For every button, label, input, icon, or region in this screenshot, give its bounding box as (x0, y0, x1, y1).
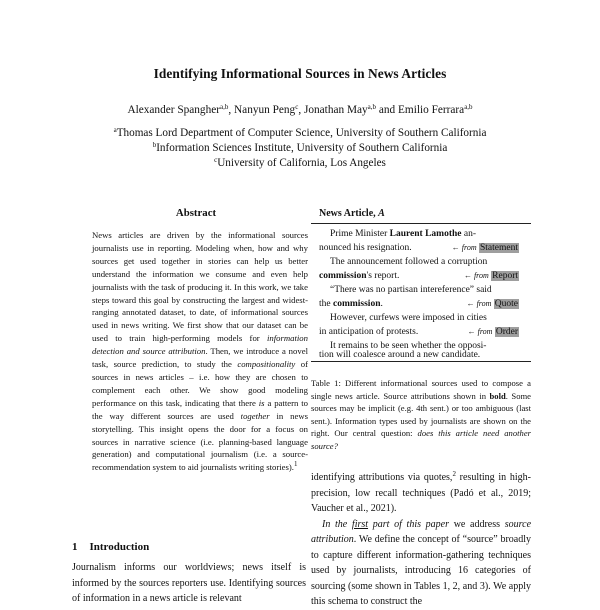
author-name: Jonathan May (303, 104, 368, 116)
article-sentence-line (319, 241, 525, 255)
section-number: 1 (72, 541, 78, 553)
from-arrow: ← from (467, 327, 493, 336)
section-title: Introduction (89, 541, 150, 553)
abstract-text: News articles are driven by the informational sources journalists use in reporting. Modeling when, how and why sources get used together in stories can help us better understand the information we consume and even help journalists with the task of producing it. In this work, we take steps toward this goal by constructing the largest and widest-ranging annotated dataset, to date, of informational sources used in news writing. We first show that our dataset can be used to train high-performing models for (92, 230, 308, 344)
source-name: commission (332, 299, 381, 309)
sentence-text: “There was no partisan intereference” said (330, 285, 492, 295)
source-type-tag: Report (492, 271, 518, 281)
source-label (468, 325, 519, 339)
article-sentence-line (319, 311, 525, 325)
abstract-text: in news storytelling. This insight opens the door for a focus on sources in narrative science (i.e. planning-based language generation) and computational journalism (i.e. a source-recommendation system to aid journalists writing stories). (92, 410, 308, 473)
author-sup: c (295, 103, 299, 111)
paragraph (311, 470, 531, 517)
figure-title (319, 208, 385, 219)
sentence-text: nounced his resignation. (319, 243, 412, 253)
affiliation (0, 126, 600, 141)
source-type-tag: Quote (494, 299, 518, 309)
author-separator: , (298, 104, 304, 116)
abstract-italic: together (240, 410, 270, 421)
footnote-mark[interactable]: 2 (452, 470, 456, 478)
author-sup: a,b (367, 103, 377, 111)
author-list (0, 104, 600, 116)
article-sentence-line (319, 325, 525, 339)
sentence-text: The announcement followed a corruption (330, 257, 488, 267)
sentence-text: Prime Minister (330, 229, 390, 239)
source-name: commission (319, 271, 367, 281)
article-sentence-line (319, 269, 525, 283)
source-type-tag: Order (495, 327, 518, 337)
author-sup: a,b (464, 103, 473, 111)
intro-paragraph: Journalism informs our worldviews; news itself is informed by the sources reporters use. Identifying sources of information in a news article is relevant (72, 562, 306, 604)
affiliation-text: Information Sciences Institute, University of Southern California (156, 141, 448, 154)
affiliation-sup: b (152, 140, 157, 149)
para-italic: source attribution (311, 518, 532, 545)
figure-title-var: A (378, 208, 385, 219)
article-sentence-line (319, 283, 525, 297)
caption-text: . Some sources may be implicit (e.g. 4th sent.) or too ambiguous (last sent.). Information types used by journalists are shown on the right. Our central question: (311, 390, 531, 439)
author-name: Alexander Spangher (127, 104, 220, 116)
source-label (467, 297, 519, 311)
article-sentence-line (319, 348, 525, 362)
source-name: Laurent Lamothe (389, 229, 462, 239)
affiliation-sup: c (214, 155, 218, 164)
para-underline: first (351, 518, 369, 530)
abstract-text: of sources in news articles – i.e. how they are chosen to complement each other. We show good modeling performance on this task, indicating that there (92, 359, 308, 408)
sentence-text: . (380, 299, 383, 309)
para-italic: In the (322, 518, 352, 530)
article-sentence-line (319, 255, 525, 269)
para-text: . We define the concept of “source” broadly to capture different information-gathering techniques used by journalists, introducing 16 categories of sourcing (some shown in Tables 1, 2, and 3). We apply this schema to construct the (311, 534, 531, 607)
caption-italic: does this article need another source? (311, 428, 531, 451)
footnote-mark[interactable]: 1 (293, 460, 298, 469)
caption-bold: bold (489, 390, 506, 401)
affiliation (0, 141, 600, 156)
sentence-text: It remains to be seen whether the opposi- (330, 341, 487, 351)
abstract-heading: Abstract (175, 207, 217, 219)
source-type-tag: Statement (480, 243, 518, 253)
from-arrow: ← from (451, 243, 477, 252)
affiliation-list (0, 126, 600, 170)
author-separator: , (228, 104, 235, 116)
from-arrow: ← from (463, 271, 489, 280)
abstract-body (92, 229, 308, 474)
figure-title-text: News Article, (319, 208, 379, 219)
author-name: Emilio Ferrara (398, 104, 465, 116)
paper-title: Identifying Informational Sources in News Articles (153, 66, 447, 81)
author-sup: a,b (220, 103, 229, 111)
para-italic: part of this paper (368, 518, 450, 530)
sentence-text: in anticipation of protests. (319, 327, 419, 337)
article-sentence-line (319, 297, 525, 311)
article-sentence-line (319, 227, 525, 241)
para-text: we address (449, 518, 505, 530)
section-heading (72, 541, 149, 553)
affiliation (0, 156, 600, 171)
sentence-text: tion will coalesce around a new candidate. (319, 350, 481, 360)
from-arrow: ← from (466, 299, 492, 308)
author-name: Nanyun Peng (234, 104, 296, 116)
right-column-text (311, 470, 531, 610)
abstract-italic: information detection and source attribution (92, 333, 308, 357)
abstract-text: . Then, we introduce a novel task, source prediction, to study the (92, 346, 308, 370)
para-text: resulting in high-precision, low recall techniques (Padó et al., 2019; Vaucher et al., 2021). (311, 472, 531, 514)
caption-text: Table 1: Different informational sources used to compose a single news article. Source attributions shown in (311, 378, 531, 401)
sentence-text: the (319, 299, 333, 309)
sentence-text: an- (461, 229, 477, 239)
sentence-text: However, curfews were imposed in cities (330, 313, 487, 323)
source-label (452, 241, 519, 255)
abstract-italic: is (258, 397, 265, 408)
para-text: identifying attributions via quotes, (311, 472, 453, 483)
affiliation-text: Thomas Lord Department of Computer Science, University of Southern California (116, 127, 487, 139)
abstract-text: a pattern to the way different sources are used (92, 397, 308, 421)
affiliation-sup: a (113, 126, 117, 134)
source-label (464, 269, 519, 283)
paragraph (311, 517, 531, 610)
abstract-italic: compositionality (237, 359, 296, 370)
figure-caption (311, 377, 531, 453)
affiliation-text: University of California, Los Angeles (217, 156, 386, 169)
sentence-text: 's report. (366, 271, 400, 281)
author-separator: and (376, 104, 398, 116)
